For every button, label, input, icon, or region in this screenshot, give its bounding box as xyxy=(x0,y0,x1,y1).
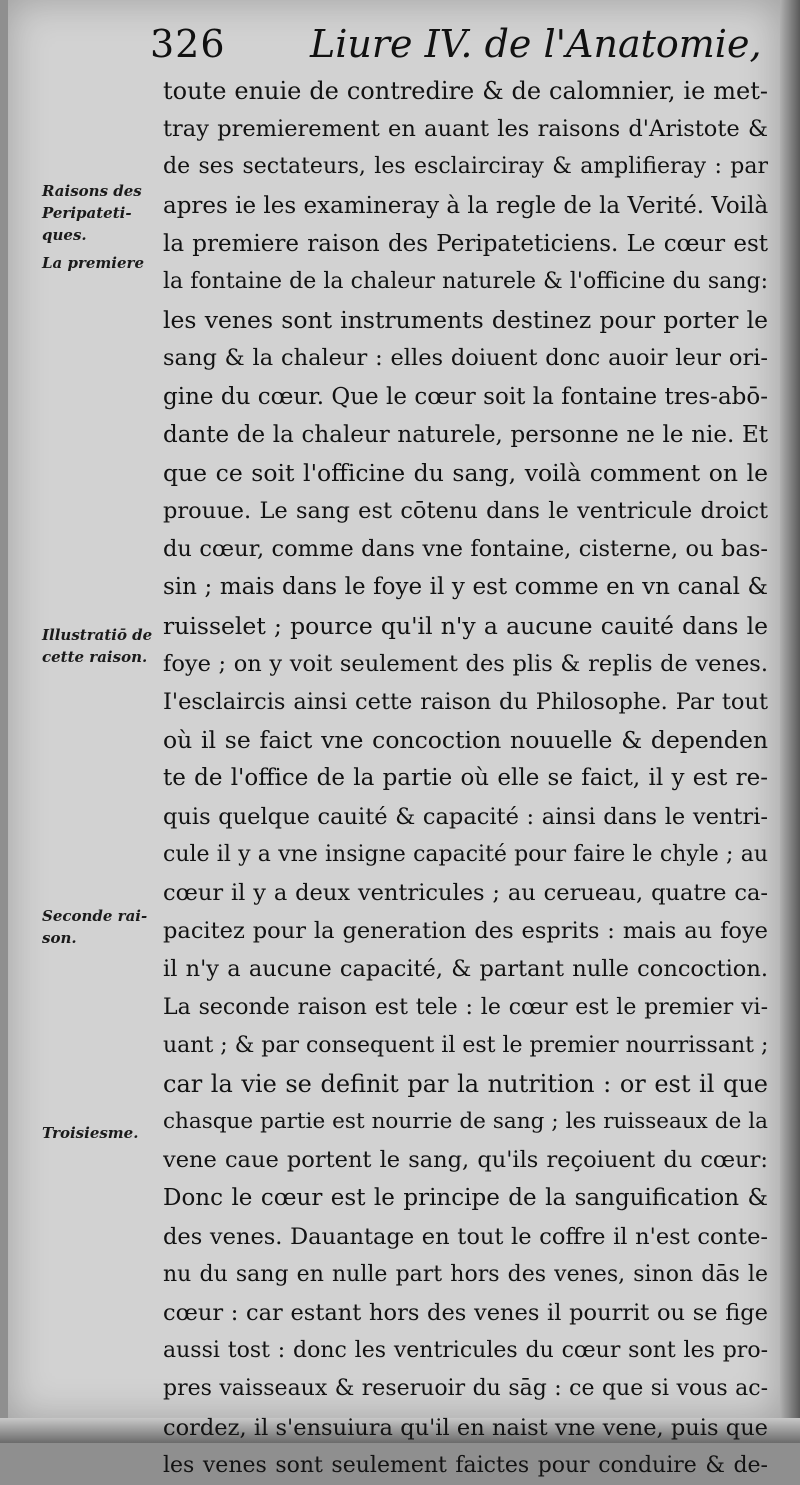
text-line: vene caue portent le sang, qu'ils reçoiuent du cœur: xyxy=(163,1147,768,1174)
margin-note-illustration xyxy=(42,624,154,668)
text-line: pres vaisseaux & reseruoir du sāg : ce que si vous ac- xyxy=(163,1376,768,1402)
text-line: cule il y a vne insigne capacité pour faire le chyle ; au xyxy=(163,841,768,867)
text-line: du cœur, comme dans vne fontaine, cisterne, ou bas- xyxy=(163,536,768,563)
text-line: apres ie les examineray à la regle de la Verité. Voilà xyxy=(163,192,768,219)
margin-note-line: Illustratiō de xyxy=(42,626,153,644)
text-line: aussi tost : donc les ventricules du cœur sont les pro- xyxy=(163,1338,768,1364)
margin-note-premiere xyxy=(42,252,154,274)
page-edge-shadow xyxy=(780,0,800,1443)
text-line: les venes sont seulement faictes pour conduire & de- xyxy=(163,1452,768,1478)
margin-note-line: Peripateti- xyxy=(42,204,132,222)
text-line: des venes. Dauantage en tout le coffre il n'est conte- xyxy=(163,1223,768,1250)
margin-note-line: Troisiesme. xyxy=(42,1124,139,1142)
margin-note-raisons xyxy=(42,180,154,246)
margin-note-line: cette raison. xyxy=(42,648,148,666)
margin-note-troisiesme xyxy=(42,1122,154,1144)
page-header xyxy=(150,22,770,72)
text-line: dante de la chaleur naturele, personne ne le nie. Et xyxy=(163,421,768,448)
margin-note-line: Raisons des xyxy=(42,182,142,200)
text-line: de ses sectateurs, les esclairciray & amplifieray : par xyxy=(163,154,768,180)
text-line: il n'y a aucune capacité, & partant nulle concoction. xyxy=(163,956,768,983)
text-line: pacitez pour la generation des esprits : mais au foye xyxy=(163,918,768,945)
text-line: que ce soit l'officine du sang, voilà comment on le xyxy=(163,458,768,487)
text-line: uant ; & par consequent il est le premier nourrissant ; xyxy=(163,1032,768,1058)
text-line: cœur : car estant hors des venes il pourrit ou se fige xyxy=(163,1300,768,1326)
body-text xyxy=(163,72,768,1485)
text-line: La seconde raison est tele : le cœur est le premier vi- xyxy=(163,994,768,1020)
margin-note-line: Seconde rai- xyxy=(42,907,148,925)
text-line: I'esclaircis ainsi cette raison du Philosophe. Par tout xyxy=(163,689,768,715)
text-line: te de l'office de la partie où elle se faict, il y est re- xyxy=(163,765,768,792)
margin-note-line: La premiere xyxy=(42,254,144,272)
text-line: cœur il y a deux ventricules ; au cerueau, quatre ca- xyxy=(163,879,768,906)
text-line: gine du cœur. Que le cœur soit la fontaine tres-abō- xyxy=(163,383,768,410)
text-line: car la vie se definit par la nutrition : or est il que xyxy=(163,1069,768,1098)
text-line: toute enuie de contredire & de calomnier, ie met- xyxy=(163,77,768,105)
margin-note-line: son. xyxy=(42,929,77,947)
text-line: cordez, il s'ensuiura qu'il en naist vne vene, puis que xyxy=(163,1414,768,1441)
text-line: nu du sang en nulle part hors des venes, sinon dās le xyxy=(163,1261,768,1287)
text-line: sang & la chaleur : elles doiuent donc auoir leur ori- xyxy=(163,345,768,372)
text-line: tray premierement en auant les raisons d'Aristote & xyxy=(163,116,768,143)
text-line: où il se faict vne concoction nouuelle & dependen xyxy=(163,726,768,755)
text-line: prouue. Le sang est cōtenu dans le ventricule droict xyxy=(163,498,768,525)
text-line: la fontaine de la chaleur naturele & l'officine du sang: xyxy=(163,268,768,294)
text-line: quis quelque cauité & capacité : ainsi dans le ventri- xyxy=(163,803,768,830)
text-line: Donc le cœur est le principe de la sanguification & xyxy=(163,1185,768,1212)
text-line: ruisselet ; pource qu'il n'y a aucune cauité dans le xyxy=(163,611,768,640)
text-line: foye ; on y voit seulement des plis & replis de venes. xyxy=(163,650,768,677)
page-number: 326 xyxy=(150,22,226,66)
text-line: les venes sont instruments destinez pour porter le xyxy=(163,306,768,335)
margin-note-line: ques. xyxy=(42,226,87,244)
text-line: chasque partie est nourrie de sang ; les ruisseaux de la xyxy=(163,1109,768,1135)
margin-note-seconde xyxy=(42,905,154,949)
text-line: sin ; mais dans le foye il y est comme en vn canal & xyxy=(163,574,768,601)
text-line: la premiere raison des Peripateticiens. Le cœur est xyxy=(163,230,768,257)
running-title: Liure IV. de l'Anatomie, xyxy=(310,22,762,66)
